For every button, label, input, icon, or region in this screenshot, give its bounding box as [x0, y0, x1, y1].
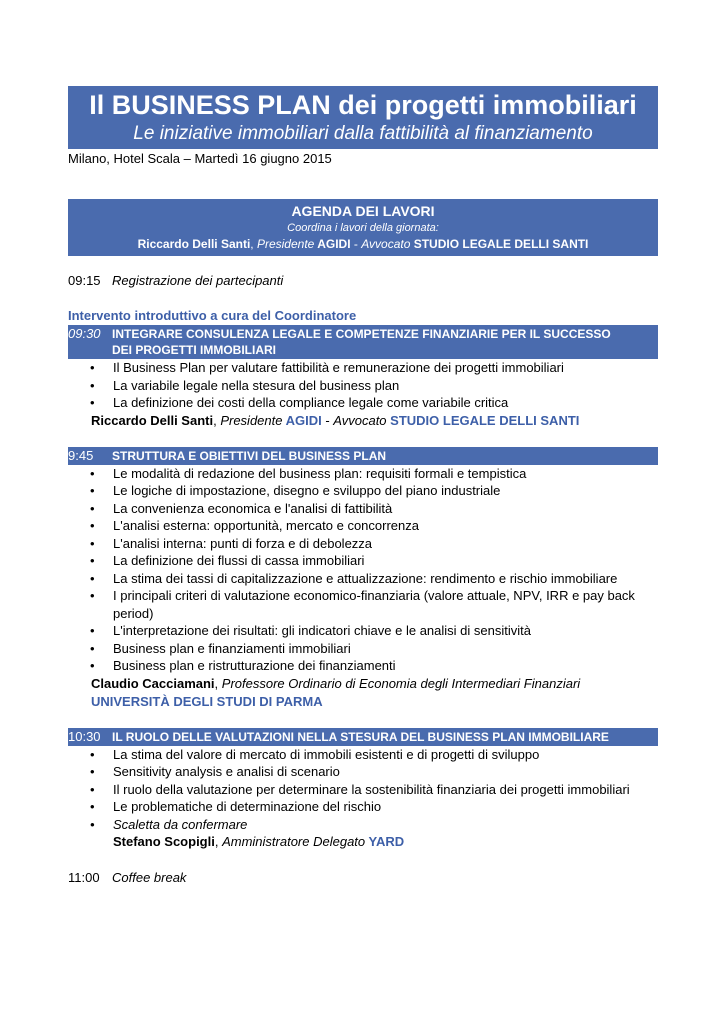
list-item: • La stima dei tassi di capitalizzazione e attualizzazione: rendimento e rischio immobiliare	[68, 570, 658, 588]
session-time: 10:30	[68, 728, 101, 744]
page-title: Il BUSINESS PLAN dei progetti immobiliari	[89, 90, 637, 120]
coordinator-role2: Avvocato	[361, 237, 411, 251]
session-title: STRUTTURA E OBIETTIVI DEL BUSINESS PLAN	[112, 448, 387, 463]
coffee-time: 11:00	[68, 870, 100, 885]
list-item: • I principali criteri di valutazione economico-finanziaria (valore attuale, NPV, IRR e pay back period)	[68, 587, 658, 622]
list-item: • La definizione dei flussi di cassa immobiliari	[68, 552, 658, 570]
session-header	[68, 447, 658, 465]
list-item: • Business plan e finanziamenti immobiliari	[68, 640, 658, 658]
session-topics	[68, 746, 658, 834]
session-title: INTEGRARE CONSULENZA LEGALE E COMPETENZE FINANZIARIE PER IL SUCCESSO DEI PROGETTI IMMOBILIARI	[112, 327, 611, 357]
session-header	[68, 728, 658, 746]
list-item: • La convenienza economica e l'analisi di fattibilità	[68, 500, 658, 518]
speaker-organization: UNIVERSITÀ DEGLI STUDI DI PARMA	[91, 693, 323, 709]
coffee-row	[68, 869, 658, 887]
session-header	[68, 325, 658, 359]
session-speaker: Stefano Scopigli, Amministratore Delegato YARD	[113, 834, 405, 849]
coordinator-line: Riccardo Delli Santi, Presidente AGIDI - Avvocato STUDIO LEGALE DELLI SANTI	[137, 237, 589, 251]
registration-label: Registrazione dei partecipanti	[112, 273, 284, 288]
list-item: • Sensitivity analysis e analisi di scenario	[68, 763, 658, 781]
list-item: • Il Business Plan per valutare fattibilità e remunerazione dei progetti immobiliari	[68, 359, 658, 377]
list-item: • Scaletta da confermare	[68, 816, 658, 834]
intro-heading: Intervento introduttivo a cura del Coordinatore	[68, 308, 357, 323]
list-item: • La stima del valore di mercato di immobili esistenti e di progetti di sviluppo	[68, 746, 658, 764]
list-item: • La variabile legale nella stesura del business plan	[68, 377, 658, 395]
session-speaker: Claudio Cacciamani, Professore Ordinario di Economia degli Intermediari Finanziari	[91, 675, 581, 691]
coordinator-role: Presidente	[256, 237, 315, 251]
page-subtitle: Le iniziative immobiliari dalla fattibilità al finanziamento	[133, 123, 593, 144]
list-item: • La definizione dei costi della compliance legale come variabile critica	[68, 394, 658, 412]
list-item: • Il ruolo della valutazione per determinare la sostenibilità finanziaria dei progetti immobiliari	[68, 781, 658, 799]
session-title: IL RUOLO DELLE VALUTAZIONI NELLA STESURA DEL BUSINESS PLAN IMMOBILIARE	[112, 729, 609, 744]
list-item: • Business plan e ristrutturazione dei finanziamenti	[68, 657, 658, 675]
registration-row	[68, 272, 658, 290]
coordinator-name: Riccardo Delli Santi	[137, 237, 251, 251]
agenda-title: AGENDA DEI LAVORI	[291, 203, 435, 219]
agenda-banner	[68, 199, 658, 256]
agenda-document	[68, 86, 658, 887]
coffee-label: Coffee break	[112, 870, 187, 885]
coordinator-org: AGIDI	[314, 237, 351, 251]
session-topics	[68, 465, 658, 675]
coordinator-org2: STUDIO LEGALE DELLI SANTI	[410, 237, 589, 251]
event-venue: Milano, Hotel Scala – Martedì 16 giugno 2015	[68, 151, 332, 166]
list-item: • Le problematiche di determinazione del rischio	[68, 798, 658, 816]
session-speaker: Riccardo Delli Santi, Presidente AGIDI - Avvocato STUDIO LEGALE DELLI SANTI	[91, 412, 580, 428]
list-item: • L'interpretazione dei risultati: gli indicatori chiave e le analisi di sensitività	[68, 622, 658, 640]
registration-time: 09:15	[68, 273, 101, 288]
list-item: • L'analisi esterna: opportunità, mercato e concorrenza	[68, 517, 658, 535]
list-item: • Le modalità di redazione del business plan: requisiti formali e tempistica	[68, 465, 658, 483]
list-item: • Le logiche di impostazione, disegno e sviluppo del piano industriale	[68, 482, 658, 500]
session-time: 09:30	[68, 326, 101, 341]
session-topics	[68, 359, 658, 412]
list-item: • L'analisi interna: punti di forza e di debolezza	[68, 535, 658, 553]
session-time: 9:45	[68, 447, 94, 463]
coordinator-note: Coordina i lavori della giornata:	[287, 222, 439, 234]
title-banner	[68, 86, 658, 149]
